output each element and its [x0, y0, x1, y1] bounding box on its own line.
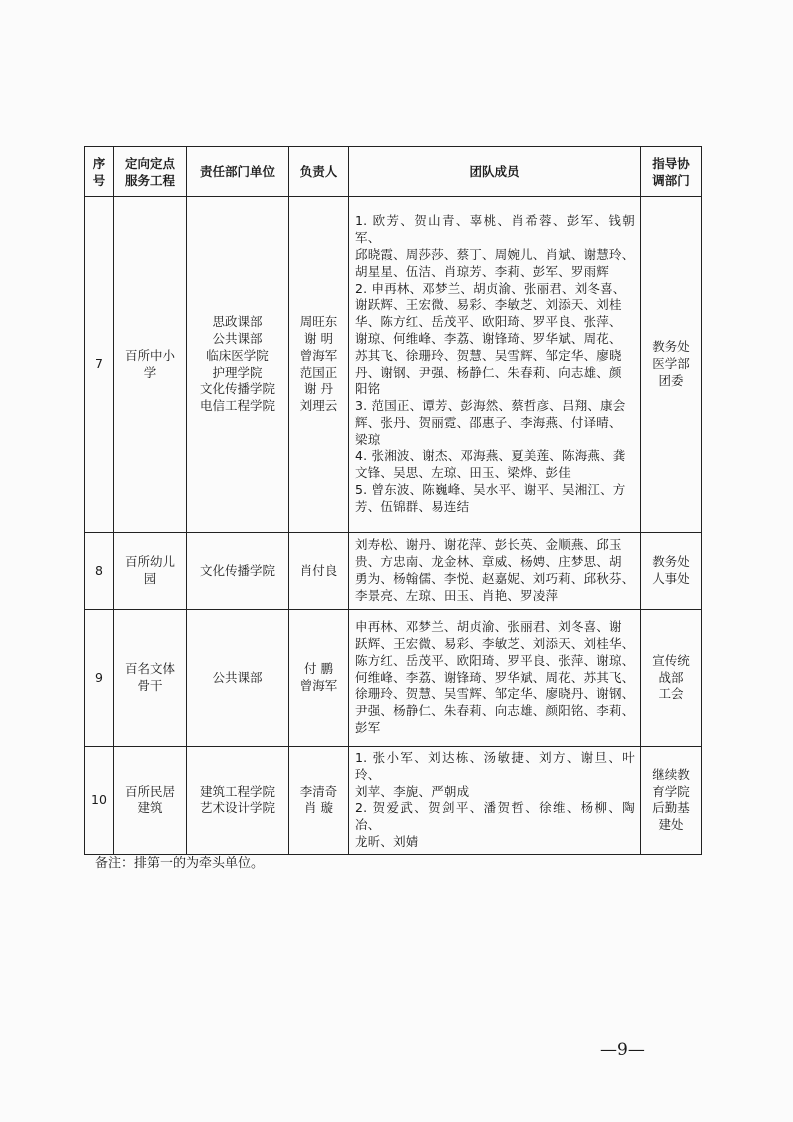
row-dept: 公共课部 [187, 610, 289, 747]
row-dept: 文化传播学院 [187, 533, 289, 610]
row-guide: 继续教 育学院 后勤基 建处 [641, 747, 702, 855]
row-leader: 李清奇 肖 璇 [289, 747, 349, 855]
row-members: 申再林、邓梦兰、胡贞渝、张丽君、刘冬喜、谢 跃辉、王宏微、易彩、李敏芝、刘添天、刘桂华、 陈方红、岳茂平、欧阳琦、罗平良、张萍、谢琼、 何维峰、李荔、谢锋琦、罗华斌、周花、苏其飞、 徐珊玲、贺慧、吴雪辉、邹定华、廖晓丹、谢钢、 尹强、杨静仁、朱春莉、向志雄、颜阳铭、李莉、 彭军 [355, 619, 635, 735]
page-number: —9— [600, 1040, 645, 1060]
header-guide: 指导协 调部门 [641, 147, 702, 197]
row-dept: 思政课部 公共课部 临床医学院 护理学院 文化传播学院 电信工程学院 [187, 197, 289, 533]
row-leader: 周旺东 谢 明 曾海军 范国正 谢 丹 刘理云 [289, 197, 349, 533]
table-row [85, 533, 702, 610]
row-members: 1. 欧芳、贺山青、辜桃、肖希蓉、彭军、钱朝军、 邱晓霞、周莎莎、蔡丁、周婉儿、肖斌、谢慧玲、 胡星星、伍洁、肖琼芳、李莉、彭军、罗雨辉 2. 申再林、邓梦兰、胡贞渝、张丽君、刘冬喜、 谢跃辉、王宏微、易彩、李敏芝、刘添天、刘桂 华、陈方红、岳茂平、欧阳琦、罗平良、张萍、 谢琼、何维峰、李荔、谢锋琦、罗华斌、周花、 苏其飞、徐珊玲、贺慧、吴雪辉、邹定华、廖晓 丹、谢钢、尹强、杨静仁、朱春莉、向志雄、颜 阳铭 3. 范国正、谭芳、彭海然、蔡哲彦、吕翔、康会 辉、张丹、贺丽霓、邵惠子、李海燕、付译晴、 梁琼 4. 张湘波、谢杰、邓海燕、夏美莲、陈海燕、龚 文锋、吴思、左琼、田玉、梁烨、彭佳 5. 曾东波、陈巍峰、吴水平、谢平、吴湘江、方 芳、伍锦群、易连结 [355, 213, 635, 514]
row-leader: 付 鹏 曾海军 [289, 610, 349, 747]
row-project: 百所幼儿 园 [114, 533, 187, 610]
header-no: 序 号 [85, 147, 114, 197]
row-guide: 宣传统 战部 工会 [641, 610, 702, 747]
header-dept: 责任部门单位 [187, 147, 289, 197]
table-row [85, 610, 702, 747]
table-row [85, 197, 702, 533]
row-members: 刘寿松、谢丹、谢花萍、彭长英、金顺燕、邱玉 贵、方忠南、龙金林、章威、杨娉、庄梦思、胡 勇为、杨翰儒、李悦、赵嘉妮、刘巧莉、邱秋芬、 李景亮、左琼、田玉、肖艳、罗凌萍 [355, 537, 635, 603]
row-dept: 建筑工程学院 艺术设计学院 [187, 747, 289, 855]
row-leader: 肖付良 [289, 533, 349, 610]
header-project: 定向定点 服务工程 [114, 147, 187, 197]
row-project: 百所民居 建筑 [114, 747, 187, 855]
row-no: 8 [85, 533, 114, 610]
row-guide: 教务处 医学部 团委 [641, 197, 702, 533]
header-leader: 负责人 [289, 147, 349, 197]
table-row [85, 747, 702, 855]
row-project: 百名文体 骨干 [114, 610, 187, 747]
header-members: 团队成员 [349, 147, 641, 197]
row-project: 百所中小 学 [114, 197, 187, 533]
table-note: 备注：排第一的为牵头单位。 [95, 856, 265, 871]
row-guide: 教务处 人事处 [641, 533, 702, 610]
row-no: 9 [85, 610, 114, 747]
row-no: 10 [85, 747, 114, 855]
table-header-row [85, 147, 702, 197]
row-no: 7 [85, 197, 114, 533]
row-members: 1. 张小军、刘达栋、汤敏捷、刘方、谢旦、叶玲、 刘苹、李旎、严朝成 2. 贺爱武、贺剑平、潘贺哲、徐维、杨柳、陶冶、 龙昕、刘婧 [355, 750, 635, 849]
assignment-table [84, 146, 702, 855]
